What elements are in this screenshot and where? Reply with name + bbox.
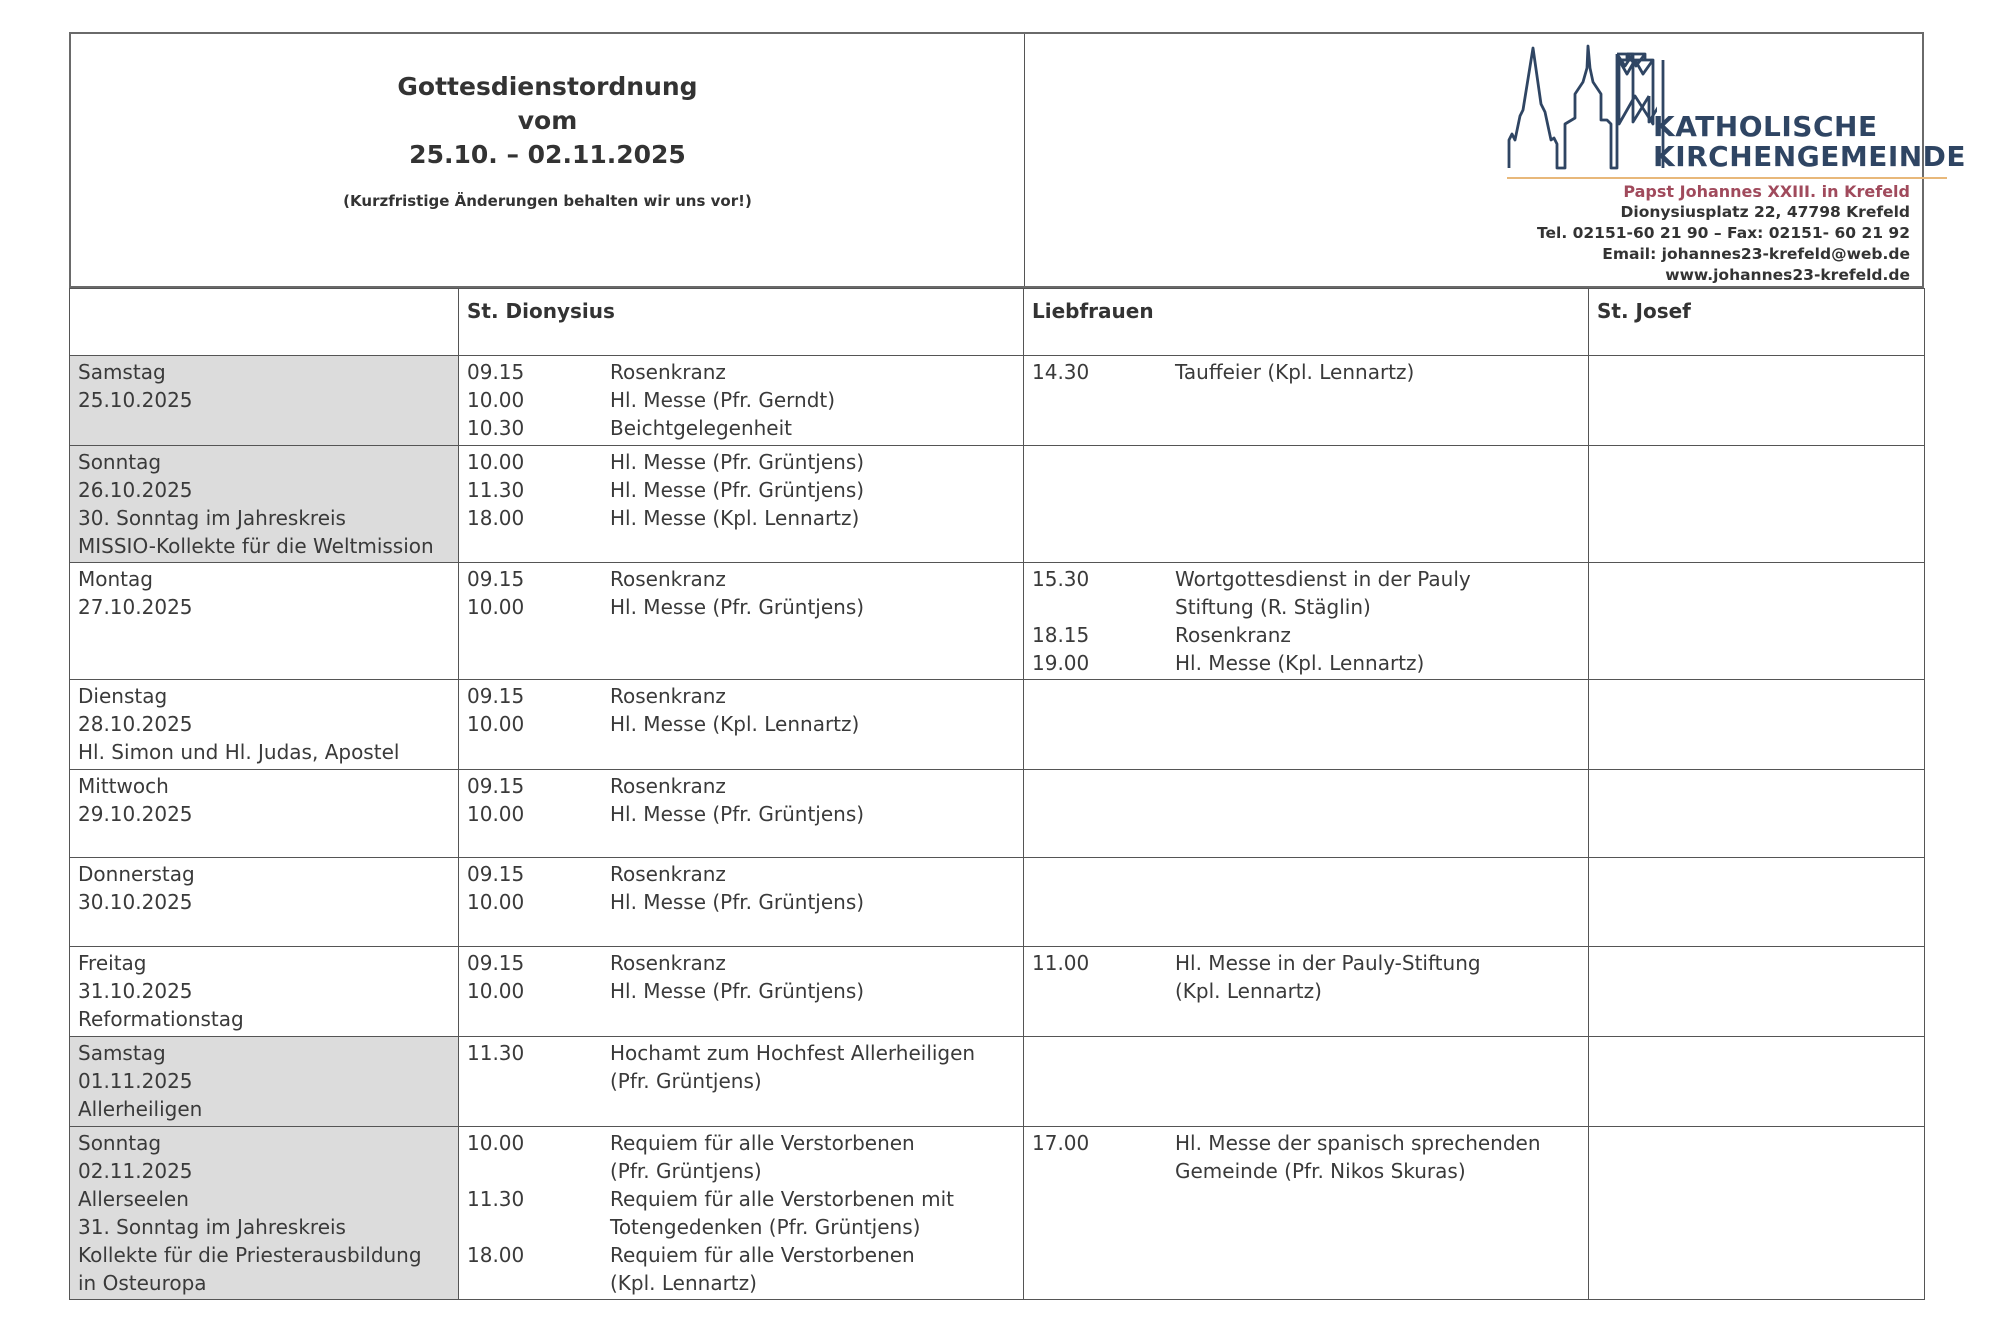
service-description	[610, 888, 1015, 916]
description-line: (Kpl. Lennartz)	[610, 1271, 757, 1295]
description-line: Stiftung (R. Stäglin)	[1175, 595, 1371, 619]
service-description	[610, 414, 1015, 442]
title-line: vom	[517, 106, 578, 135]
service-time: 10.00	[467, 712, 525, 736]
service-description	[610, 710, 1015, 738]
day-cell	[70, 563, 459, 680]
events-cell-liebfrauen	[1024, 356, 1589, 446]
table-row	[70, 680, 1925, 770]
service-description	[1175, 949, 1580, 1005]
description-line: Hl. Messe (Pfr. Grüntjens)	[610, 802, 865, 826]
service-description	[610, 949, 1015, 977]
day-cell	[70, 1127, 459, 1300]
events-cell-liebfrauen	[1024, 770, 1589, 858]
events-cell-dionysius	[459, 1037, 1024, 1127]
page-title	[71, 70, 1024, 172]
events-cell-josef	[1589, 1037, 1925, 1127]
events-cell-liebfrauen	[1024, 947, 1589, 1037]
table-row	[70, 1037, 1925, 1127]
parish-letterhead	[1025, 34, 1967, 286]
date-label: 01.11.2025	[78, 1069, 193, 1093]
date-label: 29.10.2025	[78, 802, 193, 826]
description-line: Rosenkranz	[610, 774, 726, 798]
feast-note: 30. Sonntag im Jahreskreis	[78, 506, 346, 530]
service-description	[1175, 358, 1580, 386]
table-row	[70, 770, 1925, 858]
service-entry	[467, 1241, 1015, 1297]
service-description	[1175, 565, 1580, 621]
service-entry	[467, 710, 1015, 738]
events-cell-josef	[1589, 680, 1925, 770]
parish-address: Dionysiusplatz 22, 47798 Krefeld	[1620, 203, 1910, 221]
service-description	[1175, 621, 1580, 649]
service-time: 10.30	[467, 416, 525, 440]
disclaimer-note: (Kurzfristige Änderungen behalten wir uns vor!)	[343, 192, 752, 210]
service-time: 10.00	[467, 595, 525, 619]
service-time: 17.00	[1032, 1131, 1090, 1155]
events-cell-dionysius	[459, 446, 1024, 563]
service-entry	[467, 1039, 1015, 1095]
description-line: Rosenkranz	[1175, 623, 1291, 647]
events-cell-liebfrauen	[1024, 858, 1589, 947]
service-entry	[467, 565, 1015, 593]
description-line: Hl. Messe (Pfr. Grüntjens)	[610, 890, 865, 914]
service-time: 11.30	[467, 1187, 525, 1211]
description-line: (Pfr. Grüntjens)	[610, 1159, 762, 1183]
logo-text-katholische: KATHOLISCHE	[1653, 110, 1878, 143]
feast-note: Allerseelen	[78, 1187, 189, 1211]
feast-note: 31. Sonntag im Jahreskreis	[78, 1215, 346, 1239]
service-entry	[467, 1185, 1015, 1241]
weekday-label: Donnerstag	[78, 862, 195, 886]
feast-note: Allerheiligen	[78, 1097, 203, 1121]
description-line: Hl. Messe in der Pauly-Stiftung	[1175, 951, 1481, 975]
events-cell-josef	[1589, 858, 1925, 947]
day-cell	[70, 1037, 459, 1127]
description-line: Hl. Messe der spanisch sprechenden	[1175, 1131, 1541, 1155]
service-time: 10.00	[467, 802, 525, 826]
events-cell-liebfrauen	[1024, 446, 1589, 563]
description-line: Hl. Messe (Kpl. Lennartz)	[610, 506, 860, 530]
table-row	[70, 858, 1925, 947]
service-description	[610, 476, 1015, 504]
service-entry	[467, 949, 1015, 977]
service-description	[610, 1039, 1015, 1095]
service-description	[610, 1185, 1015, 1241]
service-entry	[467, 414, 1015, 442]
weekday-label: Samstag	[78, 360, 166, 384]
service-time: 10.00	[467, 388, 525, 412]
service-time: 09.15	[467, 360, 525, 384]
weekday-label: Sonntag	[78, 450, 162, 474]
service-time: 19.00	[1032, 651, 1090, 675]
description-line: Totengedenken (Pfr. Grüntjens)	[610, 1215, 921, 1239]
date-label: 25.10.2025	[78, 388, 193, 412]
service-description	[1175, 1129, 1580, 1185]
service-entry	[1032, 1129, 1580, 1185]
events-cell-josef	[1589, 563, 1925, 680]
description-line: Wortgottesdienst in der Pauly	[1175, 567, 1471, 591]
service-entry	[467, 476, 1015, 504]
events-cell-dionysius	[459, 858, 1024, 947]
date-label: 26.10.2025	[78, 478, 193, 502]
description-line: Hl. Messe (Kpl. Lennartz)	[1175, 651, 1425, 675]
parish-website[interactable]: www.johannes23-krefeld.de	[1665, 266, 1910, 284]
service-entry	[1032, 621, 1580, 649]
description-line: Rosenkranz	[610, 951, 726, 975]
service-entry	[467, 386, 1015, 414]
events-cell-dionysius	[459, 770, 1024, 858]
service-description	[610, 358, 1015, 386]
service-time: 14.30	[1032, 360, 1090, 384]
service-entry	[467, 800, 1015, 828]
service-time: 18.15	[1032, 623, 1090, 647]
service-entry	[467, 682, 1015, 710]
logo-text-kirchengemeinde: KIRCHENGEMEINDE	[1653, 140, 1967, 173]
service-description	[610, 800, 1015, 828]
events-cell-liebfrauen	[1024, 563, 1589, 680]
weekday-label: Freitag	[78, 951, 147, 975]
description-line: Requiem für alle Verstorbenen mit	[610, 1187, 954, 1211]
description-line: Hl. Messe (Pfr. Grüntjens)	[610, 450, 865, 474]
service-entry	[1032, 565, 1580, 621]
day-cell	[70, 947, 459, 1037]
description-line: Requiem für alle Verstorbenen	[610, 1131, 915, 1155]
feast-note: Hl. Simon und Hl. Judas, Apostel	[78, 740, 400, 764]
feast-note: in Osteuropa	[78, 1271, 207, 1295]
events-cell-josef	[1589, 356, 1925, 446]
service-entry	[1032, 949, 1580, 1005]
description-line: Hl. Messe (Pfr. Grüntjens)	[610, 478, 865, 502]
service-time: 10.00	[467, 979, 525, 1003]
table-row	[70, 446, 1925, 563]
day-cell	[70, 446, 459, 563]
service-entry	[1032, 649, 1580, 677]
events-cell-liebfrauen	[1024, 1127, 1589, 1300]
title-line: Gottesdienstordnung	[397, 72, 698, 101]
service-entry	[467, 1129, 1015, 1185]
service-description	[610, 977, 1015, 1005]
feast-note: MISSIO-Kollekte für die Weltmission	[78, 534, 434, 558]
service-time: 11.00	[1032, 951, 1090, 975]
weekday-label: Sonntag	[78, 1131, 162, 1155]
day-cell	[70, 858, 459, 947]
description-line: Hl. Messe (Pfr. Gerndt)	[610, 388, 836, 412]
service-time: 15.30	[1032, 567, 1090, 591]
service-description	[610, 386, 1015, 414]
table-row	[70, 356, 1925, 446]
service-time: 10.00	[467, 1131, 525, 1155]
feast-note: Reformationstag	[78, 1007, 244, 1031]
service-time: 18.00	[467, 1243, 525, 1267]
events-cell-josef	[1589, 1127, 1925, 1300]
date-label: 27.10.2025	[78, 595, 193, 619]
feast-note: Kollekte für die Priesterausbildung	[78, 1243, 422, 1267]
logo-divider	[1507, 177, 1947, 179]
table-row	[70, 947, 1925, 1037]
parish-phone-fax: Tel. 02151-60 21 90 – Fax: 02151- 60 21 92	[1536, 224, 1910, 242]
description-line: Rosenkranz	[610, 684, 726, 708]
service-description	[610, 504, 1015, 532]
service-description	[610, 1129, 1015, 1185]
parish-email[interactable]: Email: johannes23-krefeld@web.de	[1602, 245, 1910, 263]
service-entry	[467, 888, 1015, 916]
schedule-table	[69, 288, 1925, 1300]
service-entry	[467, 504, 1015, 532]
date-label: 28.10.2025	[78, 712, 193, 736]
day-cell	[70, 356, 459, 446]
events-cell-dionysius	[459, 680, 1024, 770]
service-description	[610, 682, 1015, 710]
service-description	[610, 593, 1015, 621]
parish-name: Papst Johannes XXIII. in Krefeld	[1623, 182, 1910, 201]
document-header	[69, 32, 1967, 288]
date-label: 31.10.2025	[78, 979, 193, 1003]
service-time: 11.30	[467, 1041, 525, 1065]
description-line: Tauffeier (Kpl. Lennartz)	[1175, 360, 1415, 384]
weekday-label: Samstag	[78, 1041, 166, 1065]
column-header-st-dionysius: St. Dionysius	[459, 289, 1024, 356]
description-line: Requiem für alle Verstorbenen	[610, 1243, 915, 1267]
title-block	[71, 34, 1025, 286]
service-description	[1175, 649, 1580, 677]
weekday-label: Montag	[78, 567, 153, 591]
description-line: Rosenkranz	[610, 862, 726, 886]
day-cell	[70, 680, 459, 770]
service-entry	[467, 977, 1015, 1005]
events-cell-josef	[1589, 947, 1925, 1037]
day-cell	[70, 770, 459, 858]
description-line: Hochamt zum Hochfest Allerheiligen	[610, 1041, 976, 1065]
weekday-label: Mittwoch	[78, 774, 169, 798]
description-line: Hl. Messe (Kpl. Lennartz)	[610, 712, 860, 736]
schedule-document	[69, 32, 1967, 1295]
column-header-st-josef: St. Josef	[1589, 289, 1925, 356]
description-line: Beichtgelegenheit	[610, 416, 793, 440]
events-cell-liebfrauen	[1024, 1037, 1589, 1127]
table-row	[70, 1127, 1925, 1300]
service-description	[610, 448, 1015, 476]
service-time: 09.15	[467, 684, 525, 708]
column-header-liebfrauen: Liebfrauen	[1024, 289, 1589, 356]
service-entry	[1032, 358, 1580, 386]
events-cell-dionysius	[459, 563, 1024, 680]
service-time: 10.00	[467, 450, 525, 474]
description-line: Rosenkranz	[610, 567, 726, 591]
service-description	[610, 860, 1015, 888]
service-time: 09.15	[467, 567, 525, 591]
weekday-label: Dienstag	[78, 684, 168, 708]
service-time: 18.00	[467, 506, 525, 530]
events-cell-josef	[1589, 446, 1925, 563]
service-entry	[467, 358, 1015, 386]
service-time: 09.15	[467, 951, 525, 975]
service-description	[610, 772, 1015, 800]
description-line: Hl. Messe (Pfr. Grüntjens)	[610, 979, 865, 1003]
service-time: 09.15	[467, 862, 525, 886]
events-cell-josef	[1589, 770, 1925, 858]
service-description	[610, 1241, 1015, 1297]
events-cell-dionysius	[459, 947, 1024, 1037]
column-header-row	[70, 289, 1925, 356]
service-time: 11.30	[467, 478, 525, 502]
service-time: 10.00	[467, 890, 525, 914]
description-line: (Pfr. Grüntjens)	[610, 1069, 762, 1093]
description-line: Hl. Messe (Pfr. Grüntjens)	[610, 595, 865, 619]
events-cell-dionysius	[459, 356, 1024, 446]
events-cell-dionysius	[459, 1127, 1024, 1300]
service-time: 09.15	[467, 774, 525, 798]
date-label: 02.11.2025	[78, 1159, 193, 1183]
service-entry	[467, 448, 1015, 476]
description-line: (Kpl. Lennartz)	[1175, 979, 1322, 1003]
description-line: Rosenkranz	[610, 360, 726, 384]
table-row	[70, 563, 1925, 680]
events-cell-liebfrauen	[1024, 680, 1589, 770]
service-entry	[467, 860, 1015, 888]
date-range: 25.10. – 02.11.2025	[409, 140, 686, 169]
column-header-date	[70, 289, 459, 356]
description-line: Gemeinde (Pfr. Nikos Skuras)	[1175, 1159, 1466, 1183]
service-entry	[467, 593, 1015, 621]
date-label: 30.10.2025	[78, 890, 193, 914]
service-description	[610, 565, 1015, 593]
service-entry	[467, 772, 1015, 800]
